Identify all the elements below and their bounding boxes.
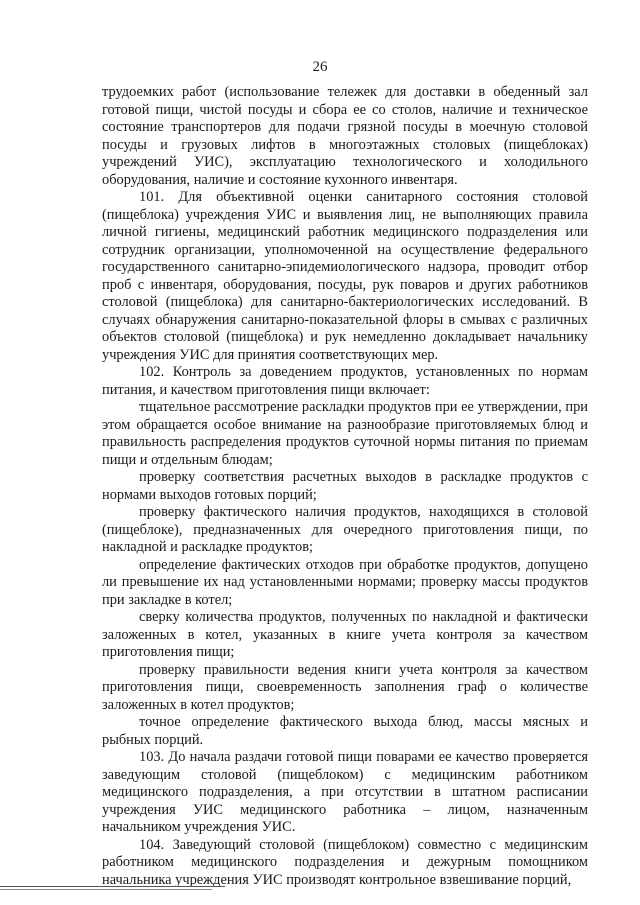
list-item: проверку фактического наличия продуктов, находящихся в столовой (пищеблоке), предназначенных для очередного приготовления пищи, по накладной и раскладке продуктов; (102, 504, 588, 555)
document-body (102, 84, 588, 889)
paragraph-103: 103. До начала раздачи готовой пищи поварами ее качество проверяется заведующим столовой (пищеблоком) с медицинским работником медицинского подразделения, а при отсутствии в штатном расписании учреждения УИС медицинского работника – лицом, назначенным начальником учреждения УИС. (102, 749, 588, 835)
paragraph-continuation: трудоемких работ (использование тележек для доставки в обеденный зал готовой пищи, чистой посуды и сбора ее со столов, наличие и техническое состояние транспортеров для подачи грязной посуды в моечную столовой посуды и грузовых лифтов в многоэтажных столовых (пищеблоках) учреждений УИС), эксплуатацию технологического и холодильного оборудования, наличие и состояние кухонного инвентаря. (102, 84, 588, 188)
paragraph-102: 102. Контроль за доведением продуктов, установленных по нормам питания, и качеством приготовления пищи включает: (102, 364, 588, 398)
footer-divider (0, 886, 225, 887)
list-item: определение фактических отходов при обработке продуктов, допущено ли превышение их над установленными нормами; проверку массы продуктов при закладке в котел; (102, 556, 588, 608)
list-item: сверку количества продуктов, полученных по накладной и фактически заложенных в котел, указанных в книге учета контроля за качеством приготовления пищи; (102, 609, 588, 660)
footer-divider (0, 889, 212, 890)
paragraph-104: 104. Заведующий столовой (пищеблоком) совместно с медицинским работником медицинского подразделения и дежурным помощником начальника учреждения УИС производят контрольное взвешивание порций, (102, 836, 588, 888)
list-item: тщательное рассмотрение раскладки продуктов при ее утверждении, при этом обращается особое внимание на разнообразие приготовляемых блюд и правильность распределения продуктов суточной нормы питания по приемам пищи и отдельным блюдам; (102, 399, 588, 468)
list-item: точное определение фактического выхода блюд, массы мясных и рыбных порций. (102, 714, 588, 748)
list-item: проверку соответствия расчетных выходов в раскладке продуктов с нормами выходов готовых порций; (102, 469, 588, 503)
page-number: 26 (312, 59, 328, 75)
list-item: проверку правильности ведения книги учета контроля за качеством приготовления пищи, своевременность заполнения граф о количестве заложенных в котел продуктов; (102, 661, 588, 713)
paragraph-101: 101. Для объективной оценки санитарного состояния столовой (пищеблока) учреждения УИС и выявления лиц, не выполняющих правила личной гигиены, медицинский работник медицинского подразделения или сотрудник организации, уполномоченной на осуществление федерального государственного санитарно-эпидемиологического надзора, проводит отбор проб с инвентаря, оборудования, посуды, рук поваров и других работников столовой (пищеблока) для санитарно-бактериологических исследований. В случаях обнаружения санитарно-показательной флоры в смывах с различных объектов столовой (пищеблока) и рук немедленно докладывает начальнику учреждения УИС для принятия соответствующих мер. (102, 189, 588, 363)
